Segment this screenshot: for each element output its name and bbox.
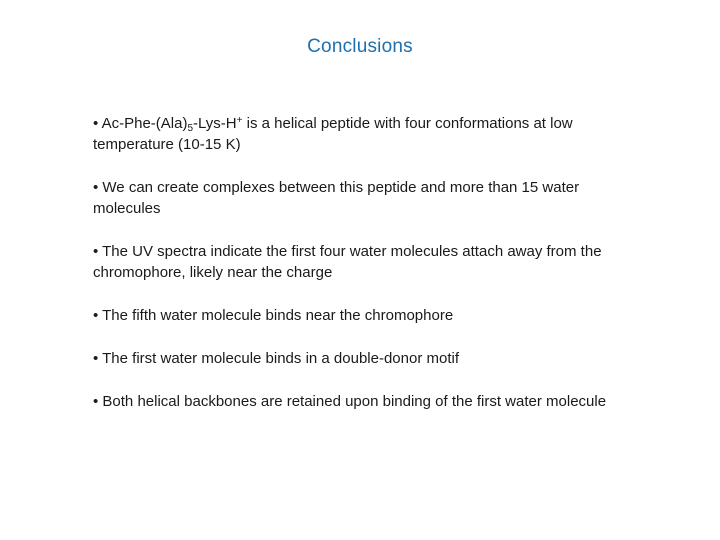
- bullet-peptide-rest: is a helical peptide with four conformations at low temperature (10-15 K): [93, 115, 573, 153]
- bullet-item-peptide: [93, 113, 641, 155]
- bullet-item-uv-spectra: • The UV spectra indicate the first four water molecules attach away from the chromophore, likely near the charge: [93, 243, 602, 281]
- bullet-item-double-donor: • The first water molecule binds in a double-donor motif: [93, 350, 459, 367]
- bullet-item-fifth-water: • The fifth water molecule binds near the chromophore: [93, 307, 454, 324]
- slide-title: Conclusions: [307, 36, 413, 57]
- bullet-peptide-prefix: • Ac-Phe-(Ala): [93, 115, 188, 132]
- bullet-peptide-superscript: +: [236, 115, 243, 126]
- bullet-peptide-middle: -Lys-H: [193, 115, 237, 132]
- bullet-peptide-subscript: 5: [187, 123, 194, 134]
- bullet-item-helical-backbones: • Both helical backbones are retained upon binding of the first water molecule: [93, 393, 607, 410]
- bullet-item-complexes: • We can create complexes between this peptide and more than 15 water molecules: [93, 179, 580, 217]
- bullet-list: [93, 113, 641, 434]
